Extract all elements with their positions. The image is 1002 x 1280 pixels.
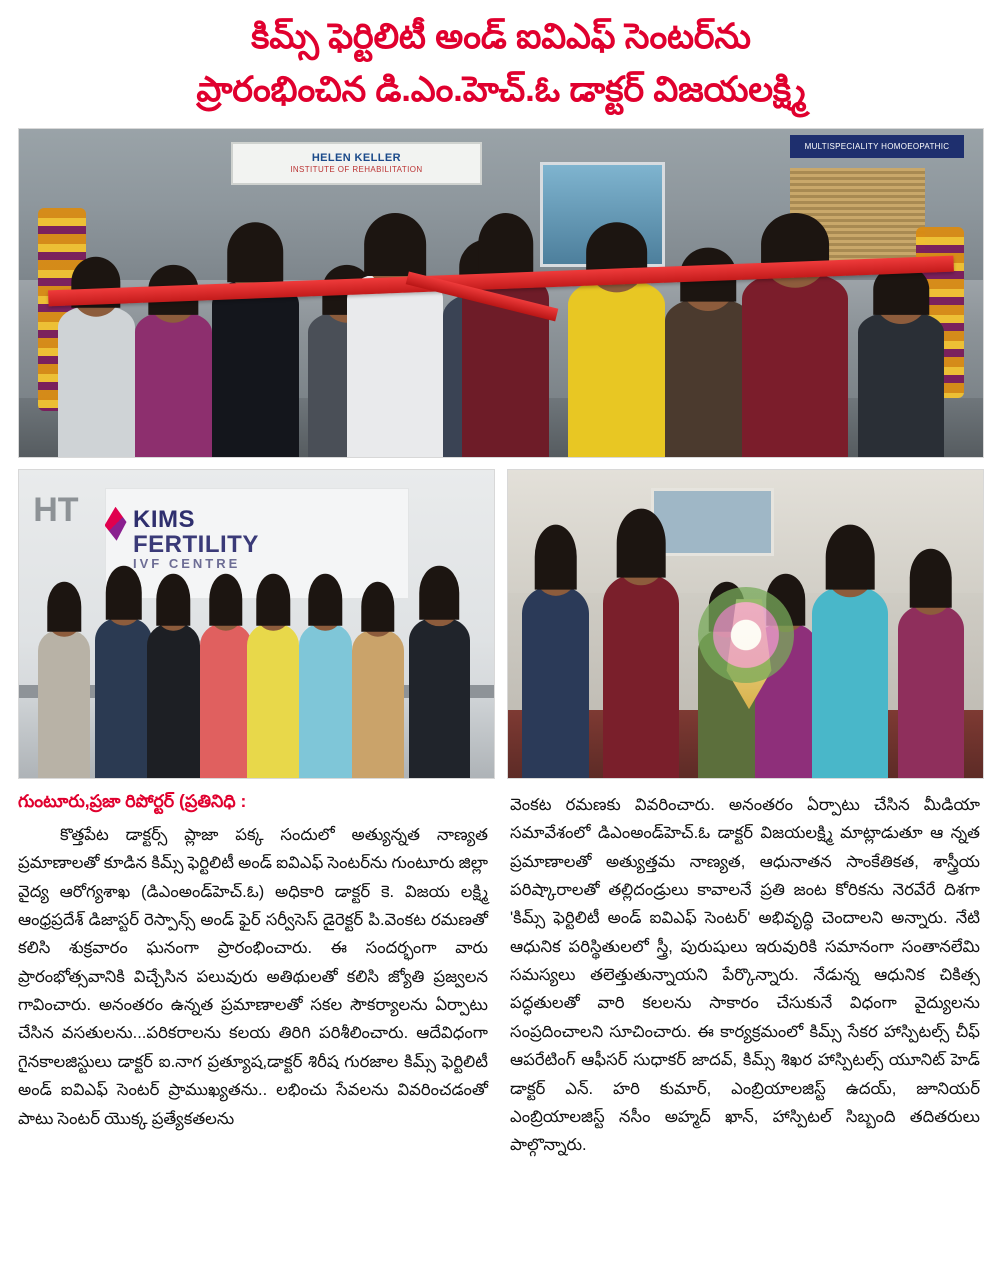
person-hair	[826, 525, 875, 590]
person-figure	[299, 624, 351, 778]
person-figure	[409, 618, 471, 778]
person-figure	[898, 605, 965, 777]
kims-logo-line-3: IVF CENTRE	[133, 556, 241, 572]
person-figure	[38, 630, 90, 778]
article-text-left	[18, 821, 488, 1133]
person-hair	[617, 508, 666, 577]
person-figure	[568, 280, 664, 457]
person-figure	[147, 624, 199, 778]
person-hair	[478, 213, 534, 275]
lamp-flower-decoration	[698, 587, 794, 683]
article-body	[18, 791, 984, 1160]
signboard-subtitle: INSTITUTE OF REHABILITATION	[290, 165, 423, 174]
article-text-right	[510, 791, 980, 1160]
person-hair	[209, 574, 242, 626]
person-figure	[665, 299, 752, 456]
photo-row	[18, 469, 984, 779]
person-hair	[105, 565, 141, 619]
photo-ribbon-cutting	[18, 128, 984, 458]
person-hair	[47, 582, 80, 632]
person-figure	[58, 306, 135, 457]
person-figure	[247, 624, 299, 778]
person-hair	[309, 574, 342, 626]
kims-logo-line-2: FERTILITY	[133, 530, 259, 558]
photo-lamp-lighting	[507, 469, 984, 779]
person-hair	[909, 549, 952, 608]
person-figure	[812, 587, 888, 778]
article-paragraph: వెంకట రమణకు వివరించారు. అనంతరం ఏర్పాటు చేసిన మీడియా సమావేశంలో డిఎంఅండ్‌హెచ్.ఓ డాక్టర్ విజయలక్ష్మి మాట్లాడుతూ ఆ న్నత ప్రమాణాలతో అత్యుత్తమ నాణ్యత, ఆధునాతన సాంకేతికత, శాస్త్రీయ పరిష్కారాలతో తల్లిదండ్రులు కావాలనే ప్రతి జంట కోరికను నెరవేరే దిశగా 'కిమ్స్ ఫెర్టిలిటీ అండ్ ఐవిఎఫ్ సెంటర్' అభివృద్ధి చెందాలని అన్నారు. నేటి ఆధునిక పరిస్థితులలో స్త్రీ, పురుషులు ఇరువురికి సమానంగా సంతానలేమి సమస్యలు తలెత్తుతున్నాయని పేర్కొన్నారు. నేడున్న ఆధునిక చికిత్స పద్ధతులతో వారి కలలను సాకారం చేసుకునే విధంగా వైద్యులను సంప్రదించాలని సూచించారు. ఈ కార్యక్రమంలో కిమ్స్ సేకర హాస్పిటల్స్ చీఫ్ ఆపరేటింగ్ ఆఫీసర్ సుధాకర్ జాదవ్, కిమ్స్ శిఖర హాస్పిటల్స్ యూనిట్ హెడ్ డాక్టర్ ఎన్. హరి కుమార్, ఎంబ్రియాలజిస్ట్ ఉదయ్, జూనియర్ ఎంబ్రియాలజిస్ట్ నసీం అహ్మద్ ఖాన్, హాస్పిటల్ సిబ్బంది తదితరులు పాల్గొన్నారు.	[510, 795, 980, 1155]
person-figure	[522, 587, 589, 778]
person-hair	[364, 213, 426, 275]
person-figure	[95, 618, 152, 778]
person-figure	[200, 624, 252, 778]
person-hair	[534, 525, 577, 590]
window	[651, 488, 775, 556]
photo-gallery	[18, 128, 984, 779]
photo-group-at-kims-wall	[18, 469, 495, 779]
person-figure	[603, 575, 679, 778]
person-figure	[212, 280, 299, 457]
person-hair	[256, 574, 289, 626]
person-figure	[858, 312, 945, 456]
article-column-left	[18, 791, 488, 1160]
person-figure	[347, 273, 443, 457]
person-figure	[352, 630, 404, 778]
helen-keller-signboard	[231, 142, 482, 185]
person-hair	[157, 574, 190, 626]
headline-line-2: ప్రారంభించిన డి.ఎం.హెచ్.ఓ డాక్టర్ విజయలక్ష్మి	[196, 69, 806, 109]
person-figure	[742, 273, 848, 457]
page-title	[18, 10, 984, 120]
signboard-title: HELEN KELLER	[311, 151, 401, 164]
byline: గుంటూరు,ప్రజా రిపోర్టర్ (ప్రతినిధి :	[18, 790, 247, 811]
homoeopathic-banner: MULTISPECIALITY HOMOEOPATHIC	[790, 135, 964, 158]
person-hair	[361, 582, 394, 632]
person-figure	[135, 312, 212, 456]
kims-logo-line-1: KIMS	[133, 505, 195, 533]
article-paragraph: కొత్తపేట డాక్టర్స్ ప్లాజా పక్క సందులో అత్యున్నత నాణ్యత ప్రమాణాలతో కూడిన కిమ్స్ ఫెర్టిలిటీ అండ్ ఐవిఎఫ్ సెంటర్‌ను గుంటూరు జిల్లా వైద్య ఆరోగ్యశాఖ (డిఎంఅండ్‌హెచ్.ఓ) అధికారి డాక్టర్ కె. విజయ లక్ష్మి ఆంధ్రప్రదేశ్ డిజాస్టర్ రెస్పాన్స్ అండ్ ఫైర్ సర్వీసెస్ డైరెక్టర్ పి.వెంకట రమణతో కలిసి శుక్రవారం ఘనంగా ప్రారంభించారు. ఈ సందర్భంగా వారు ప్రారంభోత్సవానికి విచ్చేసిన పలువురు అతిథులతో కలిసి జ్యోతి ప్రజ్వలన గావించారు. అనంతరం ఉన్నత ప్రమాణాలతో సకల సౌకర్యాలను ఏర్పాటు చేసిన వసతులను...పరికరాలను కలయ తిరిగి పరిశీలించారు. ఆదేవిధంగా గైనకాలజిస్టులు డాక్టర్ ఐ.నాగ ప్రత్యూష,డాక్టర్ శిరీష గురజాల కిమ్స్ ఫెర్టిలిటీ అండ్ ఐవిఎఫ్ సెంటర్ ప్రాముఖ్యతను.. లభించు సేవలను వివరించడంతో పాటు సెంటర్ యొక్క ప్రత్యేకతలను	[18, 825, 488, 1128]
kims-wall-logo	[133, 507, 390, 571]
person-hair	[227, 222, 283, 282]
corner-watermark: HT	[33, 491, 79, 530]
person-hair	[420, 565, 460, 619]
article-column-right	[510, 791, 980, 1160]
headline-line-1: కిమ్స్ ఫెర్టిలిటీ అండ్ ఐవిఎఫ్ సెంటర్‌ను	[251, 17, 751, 56]
